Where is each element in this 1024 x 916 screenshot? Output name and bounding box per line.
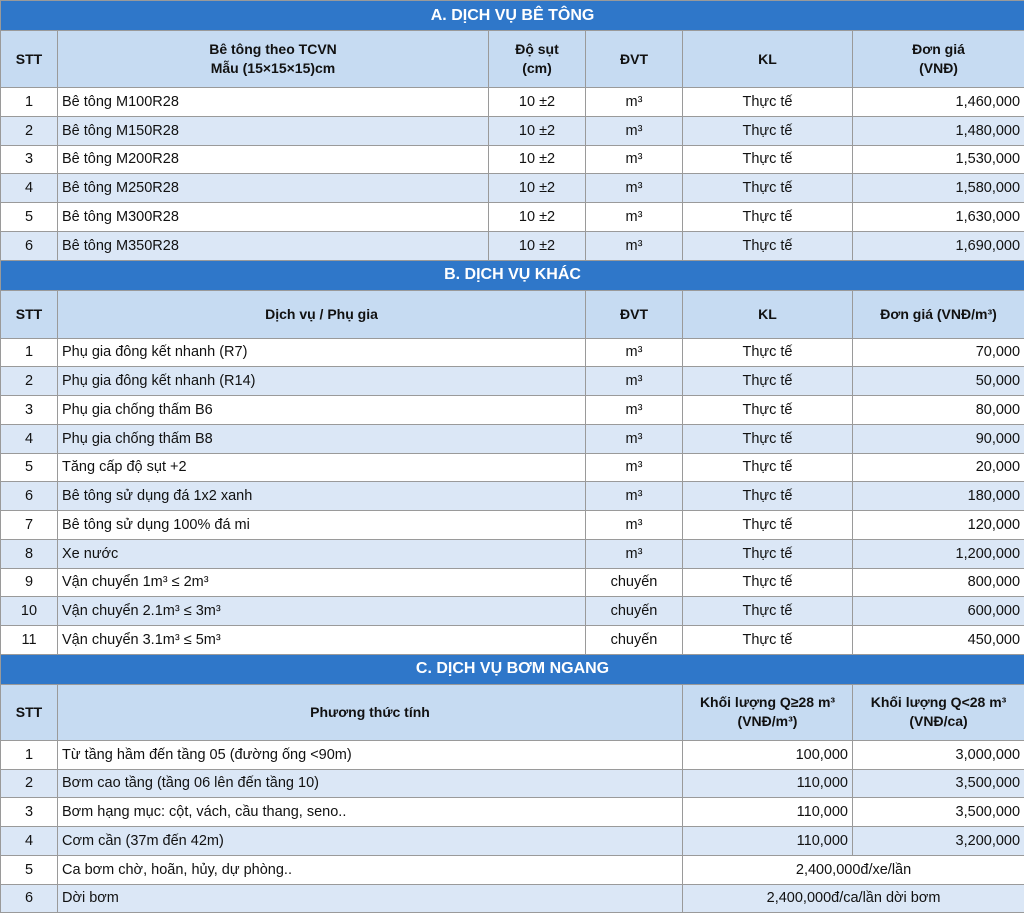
- row-stt: 3: [1, 396, 58, 425]
- row-unit: m³: [586, 396, 683, 425]
- row-kl: Thực tế: [683, 482, 853, 511]
- section-a-row: [1, 116, 1024, 145]
- section-c-row: [1, 798, 1024, 827]
- section-b-row: [1, 626, 1024, 655]
- row-slump: 10 ±2: [489, 88, 586, 117]
- row-name: Bê tông M300R28: [58, 203, 489, 232]
- row-merged-value: 2,400,000đ/xe/lần: [683, 855, 1024, 884]
- row-unit: m³: [586, 338, 683, 367]
- row-name: Bê tông M200R28: [58, 145, 489, 174]
- row-stt: 5: [1, 203, 58, 232]
- section-c-merged-row: [1, 884, 1024, 913]
- row-price: 450,000: [853, 626, 1024, 655]
- row-q-ge: 110,000: [683, 827, 853, 856]
- section-a-header-stt: STT: [1, 31, 58, 88]
- section-a-header-name: Bê tông theo TCVN Mẫu (15×15×15)cm: [58, 31, 489, 88]
- row-name: Vận chuyển 1m³ ≤ 2m³: [58, 568, 586, 597]
- row-name: Bê tông M250R28: [58, 174, 489, 203]
- row-price: 80,000: [853, 396, 1024, 425]
- row-q-ge: 110,000: [683, 769, 853, 798]
- row-kl: Thực tế: [683, 116, 853, 145]
- row-name: Bê tông sử dụng 100% đá mi: [58, 511, 586, 540]
- row-stt: 8: [1, 539, 58, 568]
- section-a-header-kl: KL: [683, 31, 853, 88]
- row-price: 20,000: [853, 453, 1024, 482]
- row-method: Dời bơm: [58, 884, 683, 913]
- row-slump: 10 ±2: [489, 145, 586, 174]
- row-name: Phụ gia chống thấm B8: [58, 424, 586, 453]
- section-b-row: [1, 511, 1024, 540]
- row-stt: 6: [1, 231, 58, 260]
- row-price: 50,000: [853, 367, 1024, 396]
- row-price: 120,000: [853, 511, 1024, 540]
- row-kl: Thực tế: [683, 453, 853, 482]
- section-b-header-kl: KL: [683, 290, 853, 338]
- row-price: 1,690,000: [853, 231, 1024, 260]
- row-name: Phụ gia chống thấm B6: [58, 396, 586, 425]
- row-kl: Thực tế: [683, 626, 853, 655]
- row-method: Ca bơm chờ, hoãn, hủy, dự phòng..: [58, 855, 683, 884]
- row-kl: Thực tế: [683, 539, 853, 568]
- row-stt: 4: [1, 174, 58, 203]
- row-unit: m³: [586, 453, 683, 482]
- section-b-row: [1, 597, 1024, 626]
- row-price: 70,000: [853, 338, 1024, 367]
- row-kl: Thực tế: [683, 597, 853, 626]
- row-stt: 9: [1, 568, 58, 597]
- section-a-header-unit: ĐVT: [586, 31, 683, 88]
- section-b-row: [1, 396, 1024, 425]
- section-a-row: [1, 145, 1024, 174]
- row-method: Bơm hạng mục: cột, vách, cầu thang, seno..: [58, 798, 683, 827]
- row-kl: Thực tế: [683, 145, 853, 174]
- row-stt: 2: [1, 367, 58, 396]
- section-b-header-unit: ĐVT: [586, 290, 683, 338]
- row-q-ge: 100,000: [683, 740, 853, 769]
- row-name: Bê tông M350R28: [58, 231, 489, 260]
- row-kl: Thực tế: [683, 88, 853, 117]
- section-b-row: [1, 539, 1024, 568]
- section-a-title: A. DỊCH VỤ BÊ TÔNG: [1, 1, 1024, 31]
- row-method: Từ tầng hầm đến tầng 05 (đường ống <90m): [58, 740, 683, 769]
- row-slump: 10 ±2: [489, 203, 586, 232]
- row-stt: 1: [1, 740, 58, 769]
- row-stt: 5: [1, 855, 58, 884]
- row-stt: 7: [1, 511, 58, 540]
- row-method: Bơm cao tầng (tầng 06 lên đến tầng 10): [58, 769, 683, 798]
- section-c-title: C. DỊCH VỤ BƠM NGANG: [1, 654, 1024, 684]
- section-c-rows: [1, 740, 1024, 913]
- row-unit: m³: [586, 482, 683, 511]
- row-unit: m³: [586, 116, 683, 145]
- section-b-row: [1, 482, 1024, 511]
- row-slump: 10 ±2: [489, 231, 586, 260]
- section-a-row: [1, 174, 1024, 203]
- section-b-header-stt: STT: [1, 290, 58, 338]
- section-b-rows: [1, 338, 1024, 654]
- section-c-header-method: Phương thức tính: [58, 684, 683, 740]
- section-a-header-slump: Độ sụt (cm): [489, 31, 586, 88]
- row-price: 1,200,000: [853, 539, 1024, 568]
- section-b-title: B. DỊCH VỤ KHÁC: [1, 260, 1024, 290]
- row-stt: 1: [1, 338, 58, 367]
- row-stt: 4: [1, 424, 58, 453]
- row-stt: 4: [1, 827, 58, 856]
- row-kl: Thực tế: [683, 174, 853, 203]
- row-price: 1,580,000: [853, 174, 1024, 203]
- row-price: 800,000: [853, 568, 1024, 597]
- row-name: Bê tông M150R28: [58, 116, 489, 145]
- row-stt: 6: [1, 482, 58, 511]
- section-c-header-q-lt: Khối lượng Q<28 m³ (VNĐ/ca): [853, 684, 1024, 740]
- row-name: Bê tông sử dụng đá 1x2 xanh: [58, 482, 586, 511]
- row-q-lt: 3,000,000: [853, 740, 1024, 769]
- row-stt: 11: [1, 626, 58, 655]
- section-c-row: [1, 740, 1024, 769]
- row-name: Vận chuyển 2.1m³ ≤ 3m³: [58, 597, 586, 626]
- row-unit: m³: [586, 203, 683, 232]
- section-a-header-price: Đơn giá (VNĐ): [853, 31, 1024, 88]
- row-kl: Thực tế: [683, 367, 853, 396]
- section-b-row: [1, 424, 1024, 453]
- row-stt: 10: [1, 597, 58, 626]
- row-unit: m³: [586, 424, 683, 453]
- section-c-row: [1, 769, 1024, 798]
- row-unit: m³: [586, 231, 683, 260]
- row-name: Vận chuyển 3.1m³ ≤ 5m³: [58, 626, 586, 655]
- row-kl: Thực tế: [683, 568, 853, 597]
- row-kl: Thực tế: [683, 396, 853, 425]
- section-b-row: [1, 453, 1024, 482]
- row-kl: Thực tế: [683, 424, 853, 453]
- section-c-header-stt: STT: [1, 684, 58, 740]
- section-a-row: [1, 231, 1024, 260]
- row-price: 180,000: [853, 482, 1024, 511]
- row-stt: 2: [1, 769, 58, 798]
- row-price: 1,460,000: [853, 88, 1024, 117]
- row-stt: 3: [1, 145, 58, 174]
- row-stt: 2: [1, 116, 58, 145]
- row-unit: m³: [586, 511, 683, 540]
- row-name: Tăng cấp độ sụt +2: [58, 453, 586, 482]
- section-c-merged-row: [1, 855, 1024, 884]
- row-unit: chuyến: [586, 568, 683, 597]
- row-name: Phụ gia đông kết nhanh (R7): [58, 338, 586, 367]
- row-price: 600,000: [853, 597, 1024, 626]
- row-slump: 10 ±2: [489, 116, 586, 145]
- section-c-header-q-ge: Khối lượng Q≥28 m³ (VNĐ/m³): [683, 684, 853, 740]
- row-unit: chuyến: [586, 626, 683, 655]
- row-unit: chuyến: [586, 597, 683, 626]
- row-kl: Thực tế: [683, 338, 853, 367]
- row-q-lt: 3,500,000: [853, 798, 1024, 827]
- section-b-row: [1, 338, 1024, 367]
- row-name: Xe nước: [58, 539, 586, 568]
- row-kl: Thực tế: [683, 511, 853, 540]
- row-q-ge: 110,000: [683, 798, 853, 827]
- row-stt: 3: [1, 798, 58, 827]
- row-name: Phụ gia đông kết nhanh (R14): [58, 367, 586, 396]
- row-stt: 5: [1, 453, 58, 482]
- section-b-header-price: Đơn giá (VNĐ/m³): [853, 290, 1024, 338]
- row-kl: Thực tế: [683, 231, 853, 260]
- section-b-header-name: Dịch vụ / Phụ gia: [58, 290, 586, 338]
- row-merged-value: 2,400,000đ/ca/lần dời bơm: [683, 884, 1024, 913]
- row-kl: Thực tế: [683, 203, 853, 232]
- row-stt: 6: [1, 884, 58, 913]
- row-price: 1,480,000: [853, 116, 1024, 145]
- row-unit: m³: [586, 539, 683, 568]
- row-stt: 1: [1, 88, 58, 117]
- row-q-lt: 3,200,000: [853, 827, 1024, 856]
- section-a-row: [1, 88, 1024, 117]
- section-c-row: [1, 827, 1024, 856]
- row-price: 90,000: [853, 424, 1024, 453]
- section-b-row: [1, 568, 1024, 597]
- row-unit: m³: [586, 88, 683, 117]
- row-q-lt: 3,500,000: [853, 769, 1024, 798]
- row-unit: m³: [586, 145, 683, 174]
- row-name: Bê tông M100R28: [58, 88, 489, 117]
- row-price: 1,630,000: [853, 203, 1024, 232]
- row-unit: m³: [586, 367, 683, 396]
- section-a-rows: [1, 88, 1024, 261]
- section-b-row: [1, 367, 1024, 396]
- section-a-row: [1, 203, 1024, 232]
- row-slump: 10 ±2: [489, 174, 586, 203]
- row-price: 1,530,000: [853, 145, 1024, 174]
- row-method: Cơm cần (37m đến 42m): [58, 827, 683, 856]
- row-unit: m³: [586, 174, 683, 203]
